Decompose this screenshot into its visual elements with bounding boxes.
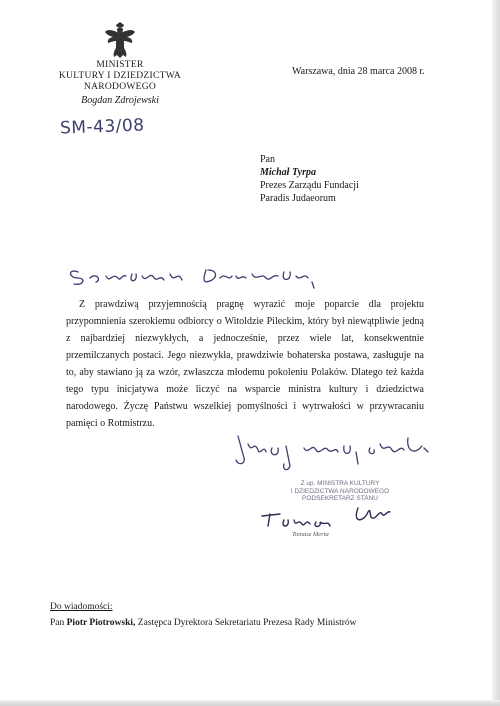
recipient-block <box>260 153 359 205</box>
stamp-line-3: PODSEKRETARZ STANU <box>302 495 378 502</box>
recipient-organization: Paradis Judaeorum <box>260 193 336 204</box>
scan-edge-right <box>492 0 500 706</box>
recipient-position: Prezes Zarządu Fundacji <box>260 180 359 191</box>
recipient-prefix: Pan <box>260 154 275 165</box>
cc-recipient <box>50 618 356 628</box>
recipient-name: Michał Tyrpa <box>260 167 317 178</box>
cc-position: Zastępca Dyrektora Sekretariatu Prezesa Rady Ministrów <box>137 618 357 628</box>
polish-eagle-icon <box>104 22 136 60</box>
letterhead-title: MINISTER <box>96 60 144 70</box>
letter-body <box>66 296 424 432</box>
stamp-line-1: Z up. MINISTRA KULTURY <box>300 480 380 487</box>
scan-edge-bottom <box>0 700 500 706</box>
handwritten-closing <box>232 430 432 480</box>
letter-date: Warszawa, dnia 28 marca 2008 r. <box>292 66 425 77</box>
minister-name: Bogdan Zdrojewski <box>81 95 159 106</box>
cc-prefix: Pan <box>50 618 65 628</box>
signatory-name: Tomasz Merta <box>292 531 329 538</box>
cc-name: Piotr Piotrowski, <box>66 618 136 628</box>
letterhead <box>22 60 218 108</box>
ministry-name: KULTURY I DZIEDZICTWA NARODOWEGO <box>58 71 182 92</box>
stamp-line-2: I DZIEDZICTWA NARODOWEGO <box>290 487 390 495</box>
cc-title: Do wiadomości: <box>50 602 113 612</box>
body-paragraph: Z prawdziwą przyjemnością pragnę wyrazić moje poparcie dla projektu przypomnienia szerokiemu odbiorcy o Witoldzie Pileckim, który był niewątpliwie jedną z najbardziej niezwykłych, a jednocześnie, przez wiele lat, konsekwentnie przemilczanych postaci. Jego niezwykła, prawdziwie bohaterska postawa, zasługuje na to, aby stawiano ją za wzór, zwłaszcza młodemu pokoleniu Polaków. Dlatego też każda tego typu inicjatywa może liczyć na wsparcie ministra kultury i dziedzictwa narodowego. Życzę Państwu wszelkiej pomyślności i wytrwałości w przywracaniu pamięci o Rotmistrzu. <box>66 299 424 429</box>
reference-number: SM-43/08 <box>59 115 145 139</box>
